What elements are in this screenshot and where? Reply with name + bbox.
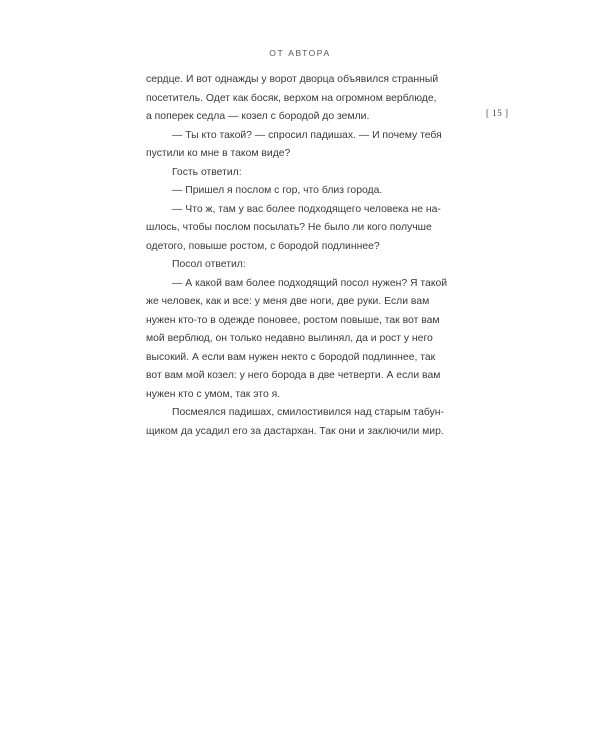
text-line: высокий. А если вам нужен некто с бородой подлиннее, так — [146, 351, 436, 363]
text-line: Посмеялся падишах, смилостивился над старым табун- — [172, 407, 444, 418]
page-number: [ 15 ] — [486, 108, 509, 118]
text-line: же человек, как и все: у меня две ноги, две руки. Если вам — [146, 296, 430, 307]
text-line: нужен кто-то в одежде поновее, ростом повыше, так вот вам — [146, 314, 440, 326]
text-line: — А какой вам более подходящий посол нужен? Я такой — [172, 277, 448, 289]
text-line: Посол ответил: — [172, 259, 246, 270]
text-line: мой верблюд, он только недавно вылинял, да и рост у него — [146, 333, 433, 344]
text-line: вот вам мой козел: у него борода в две четверти. А если вам — [146, 370, 441, 381]
text-line: шлось, чтобы послом посылать? Не было ли кого получше — [146, 222, 432, 233]
text-line: — Пришел я послом с гор, что близ города. — [172, 185, 383, 196]
text-line: Гость ответил: — [172, 166, 242, 178]
text-line: а поперек седла — козел с бородой до земли. — [146, 111, 370, 122]
text-line: пустили ко мне в таком виде? — [146, 148, 291, 159]
text-line: посетитель. Одет как босяк, верхом на огромном верблюде, — [146, 92, 437, 104]
text-line: — Что ж, там у вас более подходящего человека не на- — [172, 203, 441, 215]
text-line: нужен кто с умом, так это я. — [146, 388, 281, 400]
text-line: одетого, повыше ростом, с бородой подлиннее? — [146, 240, 380, 252]
body-text — [146, 71, 448, 441]
running-head: ОТ АВТОРА — [269, 48, 331, 58]
text-line: — Ты кто такой? — спросил падишах. — И почему тебя — [172, 129, 442, 141]
text-line: щиком да усадил его за дастархан. Так они и заключили мир. — [146, 425, 444, 437]
text-line: сердце. И вот однажды у ворот дворца объявился странный — [146, 74, 439, 85]
